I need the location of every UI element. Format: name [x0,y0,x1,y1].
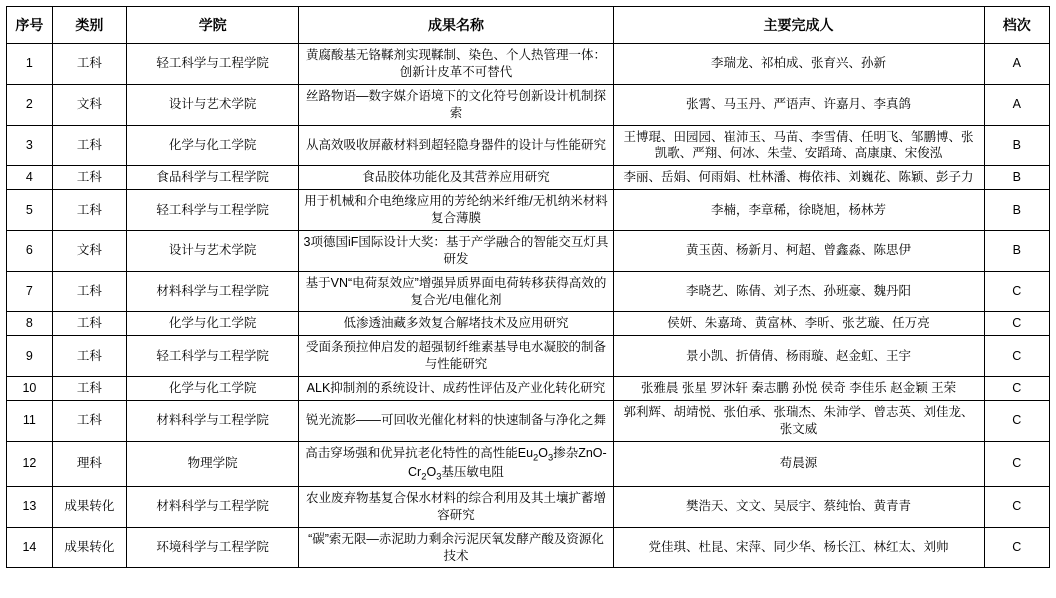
cell-category: 工科 [52,312,126,336]
cell-college: 轻工科学与工程学院 [127,44,299,85]
cell-people: 李丽、岳娟、何雨娟、杜林潘、梅依祎、刘巍花、陈颖、彭子力 [613,166,984,190]
cell-title: 黄腐酸基无铬鞣剂实现鞣制、染色、个人热管理一体：创新计皮革不可替代 [299,44,613,85]
cell-title: 高击穿场强和优异抗老化特性的高性能$Eu_2O_3$掺杂ZnO-$Cr_2O_3$基压敏电阻 [299,441,613,486]
cell-college: 化学与化工学院 [127,312,299,336]
cell-category: 工科 [52,125,126,166]
cell-people: 黄玉茵、杨新月、柯超、曾鑫淼、陈思伊 [613,230,984,271]
cell-people: 李瑞龙、祁柏成、张育兴、孙新 [613,44,984,85]
cell-category: 成果转化 [52,486,126,527]
cell-grade: A [984,84,1049,125]
cell-grade: C [984,441,1049,486]
table-row [7,377,1050,401]
cell-category: 工科 [52,377,126,401]
table-row [7,190,1050,231]
cell-college: 材料科学与工程学院 [127,486,299,527]
table-row [7,441,1050,486]
cell-category: 工科 [52,336,126,377]
cell-title: 从高效吸收屏蔽材料到超轻隐身器件的设计与性能研究 [299,125,613,166]
column-header-people: 主要完成人 [613,7,984,44]
cell-title: 锐光流影——可回收光催化材料的快速制备与净化之舞 [299,400,613,441]
column-header-number: 序号 [7,7,53,44]
cell-college: 物理学院 [127,441,299,486]
table-row [7,486,1050,527]
cell-category: 文科 [52,84,126,125]
cell-people: 李楠，李章稀，徐晓旭，杨林芳 [613,190,984,231]
cell-title: 3项德国iF国际设计大奖：基于产学融合的智能交互灯具研发 [299,230,613,271]
cell-number: 14 [7,527,53,568]
cell-people: 樊浩天、文文、吴辰宇、蔡纯怡、黄青青 [613,486,984,527]
cell-title: 食品胶体功能化及其营养应用研究 [299,166,613,190]
cell-category: 工科 [52,190,126,231]
cell-college: 轻工科学与工程学院 [127,336,299,377]
cell-title: 基于VN“电荷泵效应”增强异质界面电荷转移获得高效的复合光/电催化剂 [299,271,613,312]
achievements-table [6,6,1050,568]
cell-college: 轻工科学与工程学院 [127,190,299,231]
cell-number: 5 [7,190,53,231]
table-header-row [7,7,1050,44]
cell-category: 工科 [52,271,126,312]
cell-number: 13 [7,486,53,527]
cell-grade: B [984,166,1049,190]
cell-grade: C [984,271,1049,312]
cell-category: 成果转化 [52,527,126,568]
cell-people: 侯妍、朱嘉琦、黄富林、李昕、张艺璇、任万亮 [613,312,984,336]
table-row [7,44,1050,85]
cell-number: 3 [7,125,53,166]
cell-grade: C [984,312,1049,336]
cell-grade: A [984,44,1049,85]
cell-category: 理科 [52,441,126,486]
cell-people: 张雅晨 张星 罗沐轩 秦志鹏 孙悦 侯奇 李佳乐 赵金颖 王荣 [613,377,984,401]
column-header-grade: 档次 [984,7,1049,44]
cell-number: 6 [7,230,53,271]
cell-grade: C [984,486,1049,527]
cell-college: 环境科学与工程学院 [127,527,299,568]
cell-category: 工科 [52,44,126,85]
column-header-title: 成果名称 [299,7,613,44]
cell-title: 受面条预拉伸启发的超强韧纤维素基导电水凝胶的制备与性能研究 [299,336,613,377]
cell-people: 党佳琪、杜昆、宋萍、同少华、杨长江、林红太、刘帅 [613,527,984,568]
cell-college: 设计与艺术学院 [127,84,299,125]
cell-title: 低渗透油藏多效复合解堵技术及应用研究 [299,312,613,336]
cell-number: 4 [7,166,53,190]
cell-grade: B [984,190,1049,231]
table-header [7,7,1050,44]
column-header-college: 学院 [127,7,299,44]
cell-number: 8 [7,312,53,336]
cell-people: 张霄、马玉丹、严语声、许嘉月、李真鸽 [613,84,984,125]
cell-college: 材料科学与工程学院 [127,400,299,441]
table-row [7,312,1050,336]
cell-number: 9 [7,336,53,377]
cell-title: 农业废弃物基复合保水材料的综合利用及其土壤扩蓄增容研究 [299,486,613,527]
cell-category: 工科 [52,166,126,190]
column-header-category: 类别 [52,7,126,44]
table-row [7,527,1050,568]
cell-title: 丝路物语—数字媒介语境下的文化符号创新设计机制探索 [299,84,613,125]
cell-grade: C [984,336,1049,377]
cell-college: 化学与化工学院 [127,377,299,401]
cell-grade: C [984,377,1049,401]
cell-grade: C [984,400,1049,441]
table-row [7,230,1050,271]
cell-college: 设计与艺术学院 [127,230,299,271]
cell-grade: B [984,230,1049,271]
cell-college: 化学与化工学院 [127,125,299,166]
table-row [7,271,1050,312]
cell-category: 工科 [52,400,126,441]
cell-grade: B [984,125,1049,166]
table-row [7,400,1050,441]
table-row [7,84,1050,125]
cell-people: 苟晨源 [613,441,984,486]
cell-title: “碳”索无限—赤泥助力剩余污泥厌氧发酵产酸及资源化技术 [299,527,613,568]
cell-college: 食品科学与工程学院 [127,166,299,190]
cell-title: 用于机械和介电绝缘应用的芳纶纳米纤维/无机纳米材料复合薄膜 [299,190,613,231]
table-row [7,336,1050,377]
table-row [7,125,1050,166]
cell-number: 2 [7,84,53,125]
cell-people: 郭利辉、胡靖悦、张伯承、张瑞杰、朱沛学、曾志英、刘佳龙、张文威 [613,400,984,441]
cell-people: 李晓艺、陈倩、刘子杰、孙班豪、魏丹阳 [613,271,984,312]
cell-category: 文科 [52,230,126,271]
cell-people: 王博琨、田园园、崔沛玉、马苗、李雪倩、任明飞、邹鹏博、张凯歌、严翔、何冰、朱莹、安蹈琦、高康康、宋俊泓 [613,125,984,166]
table-body [7,44,1050,568]
cell-number: 11 [7,400,53,441]
cell-college: 材料科学与工程学院 [127,271,299,312]
table-row [7,166,1050,190]
cell-number: 10 [7,377,53,401]
cell-number: 7 [7,271,53,312]
cell-number: 1 [7,44,53,85]
cell-people: 景小凯、折倩倩、杨雨璇、赵金虹、王宇 [613,336,984,377]
cell-number: 12 [7,441,53,486]
cell-title: ALK抑制剂的系统设计、成药性评估及产业化转化研究 [299,377,613,401]
cell-grade: C [984,527,1049,568]
